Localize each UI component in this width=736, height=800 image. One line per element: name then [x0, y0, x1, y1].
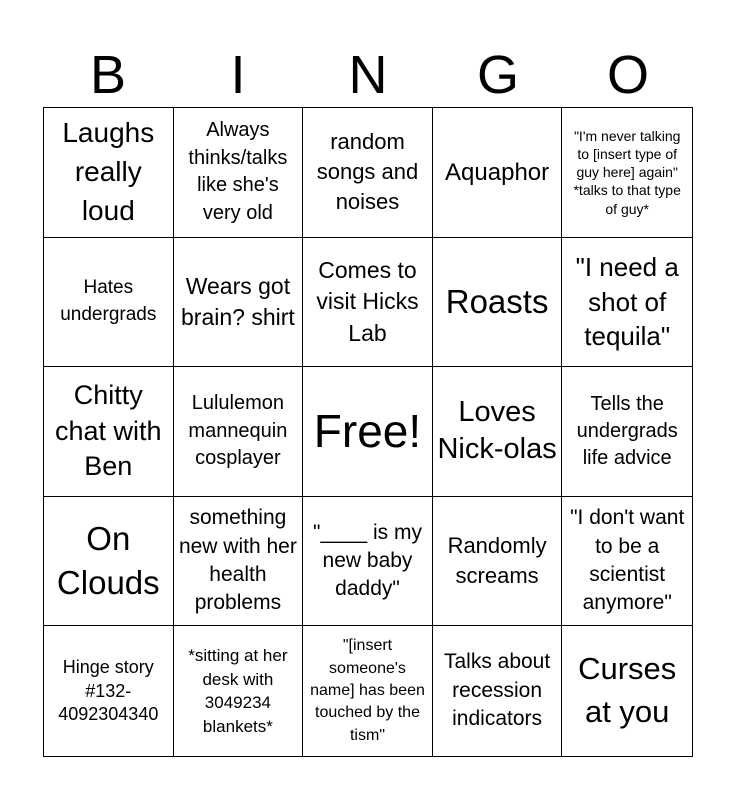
bingo-cell-text: Comes to visit Hicks Lab [316, 256, 419, 346]
bingo-cell-text: Hates undergrads [60, 276, 157, 325]
free-space-cell[interactable] [303, 367, 433, 497]
bingo-cell-text: Chitty chat with Ben [55, 380, 162, 482]
bingo-cell-text: Always thinks/talks like she's very old [188, 119, 288, 224]
bingo-cell[interactable] [174, 238, 304, 368]
bingo-cell-text: Tells the undergrads life advice [576, 392, 678, 469]
bingo-board [43, 107, 693, 757]
bingo-cell-text: Wears got brain? shirt [181, 272, 295, 330]
bingo-cell[interactable] [562, 626, 692, 756]
bingo-cell[interactable] [562, 367, 692, 497]
header-letter-n: N [348, 45, 388, 105]
bingo-cell-text: Lululemon mannequin cosplayer [188, 392, 288, 470]
bingo-cell-text: something new with her health problems [178, 506, 297, 615]
bingo-cell[interactable] [174, 626, 304, 756]
bingo-cell-text: On Clouds [56, 520, 160, 602]
bingo-cell-text: Laughs really loud [62, 117, 155, 226]
bingo-cell-text: Loves Nick-olas [437, 395, 557, 466]
bingo-cell[interactable] [44, 497, 174, 627]
bingo-cell-text: "I need a shot of tequila" [575, 252, 679, 352]
bingo-cell[interactable] [174, 367, 304, 497]
free-space-text: Free! [313, 404, 422, 457]
bingo-cell[interactable] [303, 626, 433, 756]
header-letter-b: B [89, 45, 127, 105]
bingo-cell-text: Randomly screams [447, 533, 547, 589]
bingo-cell[interactable] [174, 497, 304, 627]
header-letter-i: I [230, 45, 246, 105]
bingo-cell-text: Roasts [445, 283, 549, 321]
bingo-cell-text: Talks about recession indicators [443, 650, 551, 731]
bingo-cell-text: "[insert someone's name] has been touched by the tism" [310, 637, 425, 744]
header-letter-o: O [606, 45, 649, 105]
bingo-cell[interactable] [44, 238, 174, 368]
bingo-cell-text: *sitting at her desk with 3049234 blankets* [188, 646, 288, 736]
bingo-cell[interactable] [433, 238, 563, 368]
bingo-cell[interactable] [433, 626, 563, 756]
bingo-cell[interactable] [44, 367, 174, 497]
bingo-cell[interactable] [433, 367, 563, 497]
bingo-cell[interactable] [44, 626, 174, 756]
bingo-cell[interactable] [44, 108, 174, 238]
bingo-cell[interactable] [303, 497, 433, 627]
bingo-cell[interactable] [562, 108, 692, 238]
bingo-cell[interactable] [433, 108, 563, 238]
bingo-cell-text: Curses at you [578, 651, 677, 730]
bingo-header [43, 44, 693, 106]
bingo-cell[interactable] [562, 497, 692, 627]
bingo-cell[interactable] [562, 238, 692, 368]
bingo-cell-text: "I don't want to be a scientist anymore" [570, 506, 685, 615]
bingo-cell[interactable] [303, 108, 433, 238]
bingo-cell-text: "I'm never talking to [insert type of guy here] again" *talks to that type of guy* [573, 127, 681, 217]
bingo-cell[interactable] [433, 497, 563, 627]
header-letter-g: G [476, 45, 519, 105]
bingo-cell[interactable] [174, 108, 304, 238]
bingo-cell-text: Aquaphor [445, 158, 550, 186]
bingo-cell-text: "____ is my new baby daddy" [312, 520, 422, 601]
bingo-cell[interactable] [303, 238, 433, 368]
bingo-cell-text: random songs and noises [316, 128, 419, 215]
bingo-cell-text: Hinge story #132-4092304340 [58, 657, 159, 724]
